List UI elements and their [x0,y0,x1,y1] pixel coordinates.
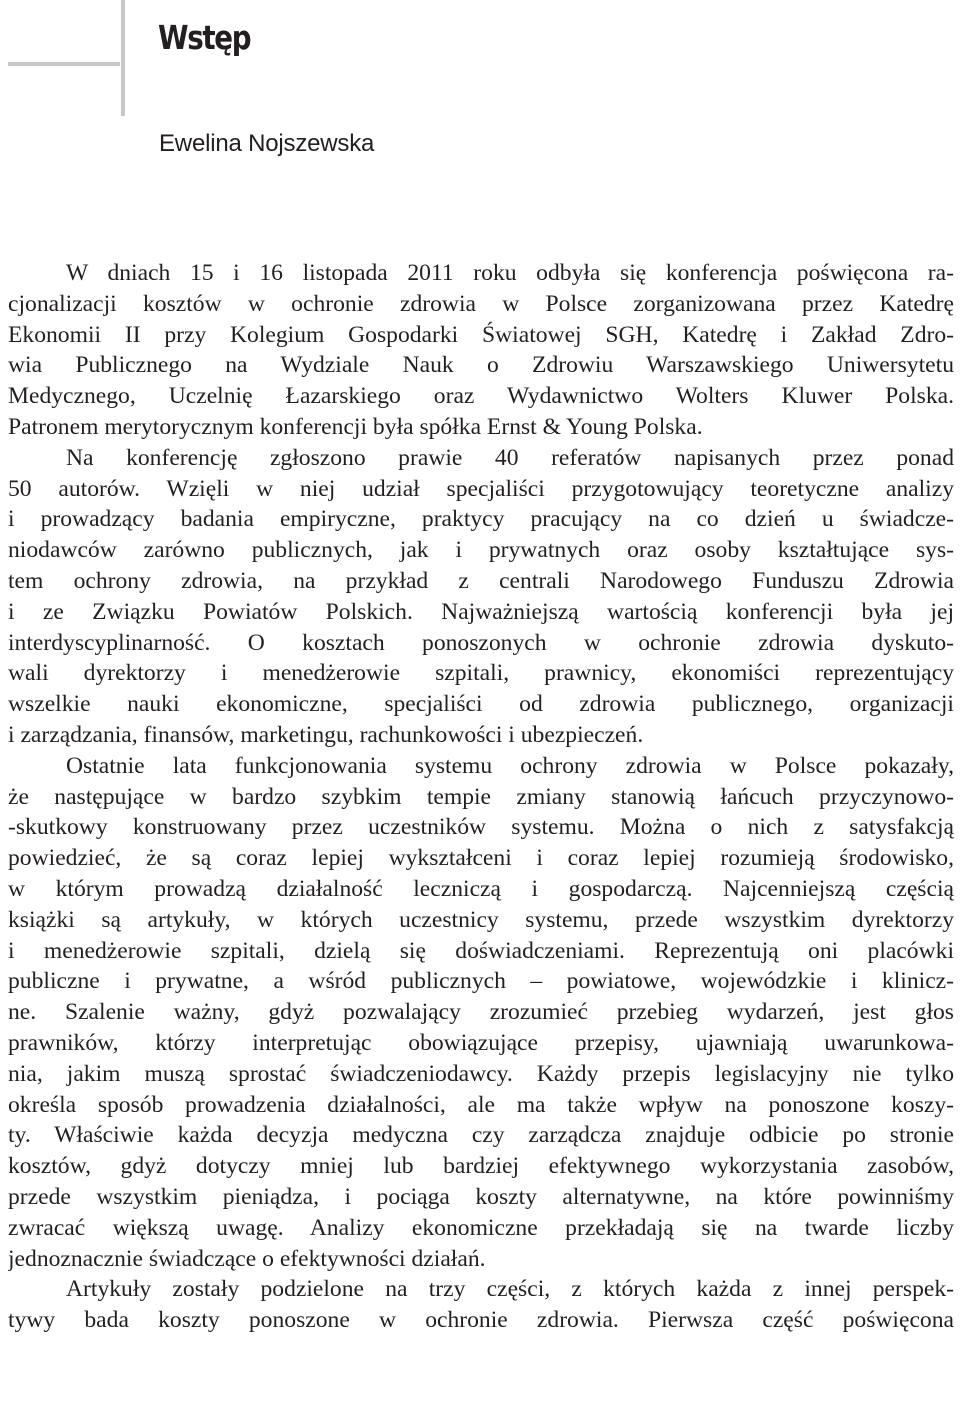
text-line: jednoznacznie świadczące o efektywności działań. [8,1245,486,1272]
text-line: tem ochrony zdrowia, na przykład z centrali Narodowego Funduszu Zdrowia [8,567,954,594]
text-line: określa sposób prowadzenia działalności, ale ma także wpływ na ponoszone koszy- [8,1091,954,1118]
text-line: prawników, którzy interpretując obowiązujące przepisy, ujawniają uwarunkowa- [8,1029,954,1056]
text-line: wszelkie nauki ekonomiczne, specjaliści od zdrowia publicznego, organizacji [8,691,954,718]
text-line: ty. Właściwie każda decyzja medyczna czy zarządcza znajduje odbicie po stronie [8,1122,954,1149]
chapter-author: Ewelina Nojszewska [159,130,375,157]
text-line: Medycznego, Uczelnię Łazarskiego oraz Wydawnictwo Wolters Kluwer Polska. [8,383,954,410]
text-line: Na konferencję zgłoszono prawie 40 referatów napisanych przez ponad [66,444,954,471]
paragraph [8,443,954,751]
text-line: ne. Szalenie ważny, gdyż pozwalający zrozumieć przebieg wydarzeń, jest głos [8,999,954,1026]
text-line: nia, jakim muszą sprostać świadczeniodawcy. Każdy przepis legislacyjny nie tylko [8,1060,954,1087]
text-line: kosztów, gdyż dotyczy mniej lub bardziej efektywnego wykorzystania zasobów, [8,1153,954,1180]
paragraph [8,1274,954,1336]
text-line: wia Publicznego na Wydziale Nauk o Zdrowiu Warszawskiego Uniwersytetu [8,352,954,379]
text-line: Patronem merytorycznym konferencji była spółka Ernst & Young Polska. [8,413,703,440]
text-line: i ze Związku Powiatów Polskich. Najważniejszą wartością konferencji była jej [8,598,954,625]
text-line: powiedzieć, że są coraz lepiej wykształceni i coraz lepiej rozumieją środowisko, [8,845,954,872]
text-line: 50 autorów. Wzięli w niej udział specjaliści przygotowujący teoretyczne analizy [8,475,954,502]
crop-mark-vertical [121,0,125,116]
text-line: niodawców zarówno publicznych, jak i prywatnych oraz osoby kształtujące sys- [8,537,954,564]
paragraph [8,258,954,443]
text-line: Artykuły zostały podzielone na trzy części, z których każda z innej perspek- [66,1276,954,1303]
text-line: przede wszystkim pieniądza, i pociąga koszty alternatywne, na które powinniśmy [8,1183,954,1210]
text-line: W dniach 15 i 16 listopada 2011 roku odbyła się konferencja poświęcona ra- [66,260,954,286]
text-line: interdyscyplinarność. O kosztach ponoszonych w ochronie zdrowia dyskuto- [8,629,954,656]
text-line: w którym prowadzą działalność leczniczą i gospodarczą. Najcenniejszą częścią [8,875,954,902]
text-line: -skutkowy konstruowany przez uczestników systemu. Można o nich z satysfakcją [8,814,954,841]
paragraph [8,751,954,1275]
text-line: zwracać większą uwagę. Analizy ekonomiczne przekładają się na twarde liczby [8,1214,954,1241]
body-text [8,258,954,1336]
chapter-title: Wstęp [158,18,251,57]
text-line: tywy bada koszty ponoszone w ochronie zdrowia. Pierwsza część poświęcona [8,1307,954,1334]
text-line: Ekonomii II przy Kolegium Gospodarki Światowej SGH, Katedrę i Zakład Zdro- [8,321,954,348]
text-line: że następujące w bardzo szybkim tempie zmiany stanowią łańcuch przyczynowo- [8,783,954,810]
text-line: i zarządzania, finansów, marketingu, rachunkowości i ubezpieczeń. [8,721,644,748]
text-line: wali dyrektorzy i menedżerowie szpitali, prawnicy, ekonomiści reprezentujący [8,660,954,687]
text-line: cjonalizacji kosztów w ochronie zdrowia w Polsce zorganizowana przez Katedrę [8,290,954,317]
crop-mark-horizontal [8,62,120,66]
text-line: Ostatnie lata funkcjonowania systemu ochrony zdrowia w Polsce pokazały, [66,752,954,779]
text-line: publiczne i prywatne, a wśród publicznych – powiatowe, wojewódzkie i klinicz- [8,968,954,995]
text-line: i prowadzący badania empiryczne, praktycy pracujący na co dzień u świadcze- [8,506,954,533]
text-line: książki są artykuły, w których uczestnicy systemu, przede wszystkim dyrektorzy [8,906,954,933]
text-line: i menedżerowie szpitali, dzielą się doświadczeniami. Reprezentują oni placówki [8,937,954,964]
